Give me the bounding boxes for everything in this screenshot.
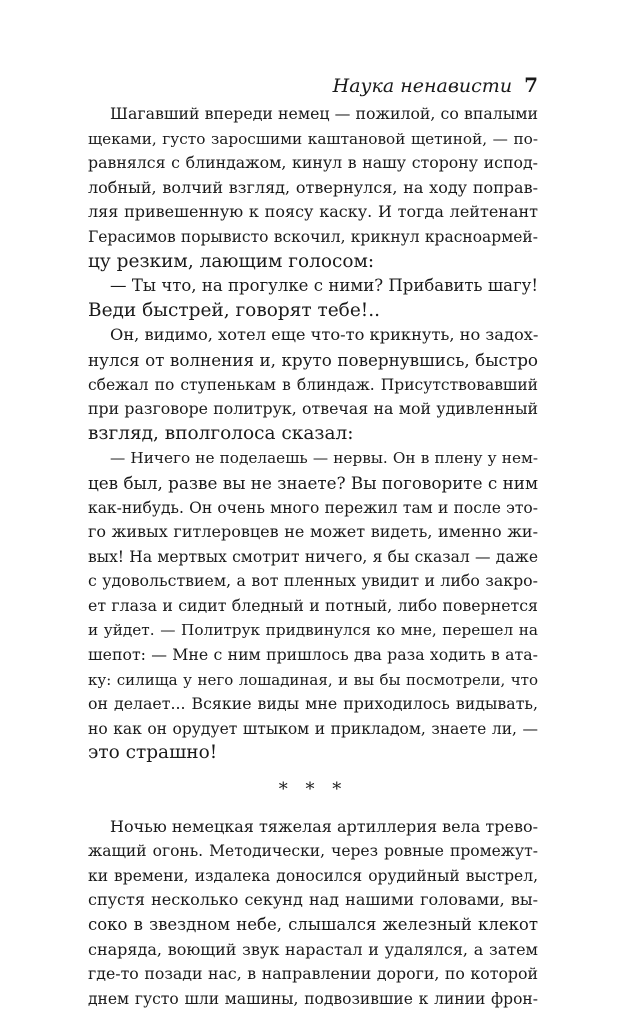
text-line: и уйдет. — Политрук придвинулся ко мне, перешел на bbox=[88, 621, 538, 640]
text-line: ки времени, издалека доносился орудийный выстрел, bbox=[88, 866, 538, 885]
text-line: это страшно! bbox=[88, 742, 218, 764]
text-line: Герасимов порывисто вскочил, крикнул красноармей- bbox=[88, 227, 538, 246]
text-line: Он, видимо, хотел еще что-то крикнуть, но задох- bbox=[110, 325, 539, 345]
text-line: вых! На мертвых смотрит ничего, я бы сказал — даже bbox=[88, 547, 538, 566]
text-line: — Ничего не поделаешь — нервы. Он в плену у нем- bbox=[110, 449, 538, 468]
text-line: он делает... Всякие виды мне приходилось видывать, bbox=[88, 694, 538, 714]
body-text bbox=[88, 102, 538, 1011]
text-line: но как он орудует штыком и прикладом, знаете ли, — bbox=[88, 719, 538, 738]
text-line: соко в звездном небе, слышался железный клекот bbox=[88, 915, 538, 934]
text-line: цу резким, лающим голосом: bbox=[88, 250, 375, 272]
text-line: Веди быстрей, говорят тебе!.. bbox=[88, 299, 380, 321]
text-line: при разговоре политрук, отвечая на мой удивленный bbox=[88, 399, 538, 419]
text-line: с удовольствием, а вот пленных увидит и либо закро- bbox=[88, 571, 538, 591]
text-line: ет глаза и сидит бледный и потный, либо повернется bbox=[88, 595, 538, 615]
text-line: жащий огонь. Методически, через ровные промежут- bbox=[88, 842, 538, 861]
section-separator: * * * bbox=[278, 779, 348, 801]
text-line: цев был, разве вы не знаете? Вы поговорите с ним bbox=[88, 472, 538, 493]
text-line: взгляд, вполголоса сказал: bbox=[88, 422, 354, 444]
text-line: лобный, волчий взгляд, отвернулся, на ходу поправ- bbox=[88, 177, 538, 197]
text-line: как-нибудь. Он очень много пережил там и после это- bbox=[88, 498, 538, 517]
text-line: снаряда, воющий звук нарастал и удалялся, а затем bbox=[88, 939, 538, 959]
page-number: 7 bbox=[524, 73, 538, 97]
text-line: спустя несколько секунд над нашими головами, вы- bbox=[88, 890, 538, 910]
text-line: ку: силища у него лошадиная, и вы бы посмотрели, что bbox=[88, 670, 538, 689]
text-line: сбежал по ступенькам в блиндаж. Присутствовавший bbox=[88, 375, 538, 394]
text-line: ляя привешенную к поясу каску. И тогда лейтенант bbox=[88, 202, 538, 222]
text-line: го живых гитлеровцев не может видеть, именно жи- bbox=[88, 522, 538, 542]
text-line: равнялся с блиндажом, кинул в нашу сторону испод- bbox=[88, 153, 538, 173]
text-line: днем густо шли машины, подвозившие к линии фрон- bbox=[88, 989, 538, 1008]
running-header bbox=[88, 72, 538, 98]
text-line: Шагавший впереди немец — пожилой, со впалыми bbox=[110, 104, 538, 123]
text-line: — Ты что, на прогулке с ними? Прибавить шагу! bbox=[110, 276, 538, 296]
text-line: Ночью немецкая тяжелая артиллерия вела трево- bbox=[110, 816, 539, 836]
running-title: Наука ненависти bbox=[332, 75, 513, 97]
text-line: нулся от волнения и, круто повернувшись, быстро bbox=[88, 349, 538, 370]
text-line: шепот: — Мне с ним пришлось два раза ходить в ата- bbox=[88, 645, 538, 665]
text-line: щеками, густо заросшими каштановой щетиной, — по- bbox=[88, 129, 538, 148]
text-line: где-то позади нас, в направлении дороги, по которой bbox=[88, 964, 538, 984]
